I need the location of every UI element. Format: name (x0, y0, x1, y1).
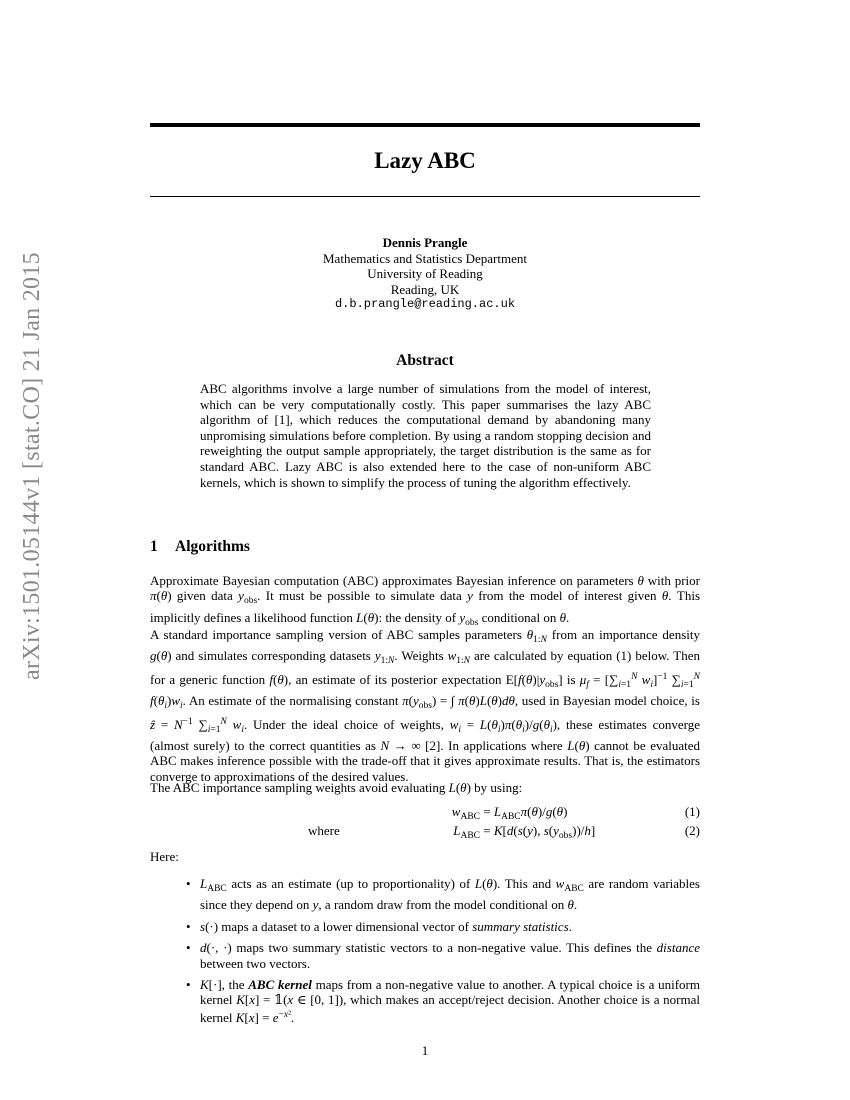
equation-where-label: where (308, 823, 340, 838)
author-email: d.b.prangle@reading.ac.uk (334, 297, 516, 311)
title-bottom-rule (150, 196, 700, 197)
list-item: • K[·], the ABC kernel maps from a non-negative value to another. A typical choice is a uniform kernel K[x] = 𝟙(x ∈ [0, 1]), which makes an accept/reject decision. Another choice is a normal kernel $K[x] = e^{-x^2}$. (186, 977, 700, 1025)
paper-title: Lazy ABC (374, 148, 476, 173)
arxiv-stamp: arXiv:1501.05144v1 [stat.CO] 21 Jan 2015 (19, 252, 45, 680)
abstract-text: ABC algorithms involve a large number of simulations from the model of interest, which can be very computationally costly. This paper summarises the lazy ABC algorithm of [1], which reduces the computational demand by abandoning many unpromising simulations before completion. By using a random stopping decision and reweighting the output sample appropriately, the target distribution is the same as for standard ABC. Lazy ABC is also extended here to the case of non-uniform ABC kernels, which is shown to simplify the process of tuning the algorithm effectively. (200, 381, 651, 490)
section-number: 1 (150, 538, 158, 555)
here-label: Here: (150, 849, 179, 864)
bullet-dot: • (186, 918, 191, 934)
equation-1-body: $w_{ABC} = L_{ABC}\pi(\theta)/g(\theta)$ (451, 804, 568, 822)
author-location: Reading, UK (390, 281, 460, 297)
equation-1 (150, 804, 700, 820)
bullet-dot: • (186, 876, 191, 891)
bullet-dot: • (186, 977, 191, 993)
bullet-dot: • (186, 940, 191, 956)
author-university: University of Reading (367, 266, 483, 281)
list-item: • d(·, ·) maps two summary statistic vectors to a non-negative value. This defines the distance between two vectors. (186, 940, 700, 971)
paragraph-2: A standard importance sampling version of ABC samples parameters $\theta_{1:N}$ from an importance density g(θ) and simulates corresponding datasets $y_{1:N}$. Weights $w_{1:N}$ are calculated by equation (1) below. Then for a generic function f(θ), an estimate of its posterior expectation $E[f(\theta)|y_{obs}]$ is $\mu_f = [\sum_{i=1}^N$ $w_i]^{-1}$ $\sum_{i=1}^N$ $f(\theta_i)w_i$. An estimate of the normalising constant $\pi(y_{obs})$ = ∫ π(θ)L(θ)dθ, used in Bayesian model choice, is ẑ = $N^{-1}$ $\sum_{i=1}^N$ $w_i$. Under the ideal choice of weights, $w_i = L(\theta_i)\pi(\theta_i)/g(\theta_i)$, these estimates converge (almost surely) to the correct quantities as N → ∞ [2]. In applications where L(θ) cannot be evaluated ABC makes inference possible with the trade-off that it gives approximate results. That is, the estimators converge to approximations of the desired values. (150, 627, 700, 784)
equation-2-body: $L_{ABC} = K[d(s(y)$, $s(y_{obs}))/h$] (453, 823, 596, 841)
list-item: • $L_{ABC}$ acts as an estimate (up to proportionality) of L(θ). This and $w_{ABC}$ are random variables since they depend on y, a random draw from the model conditional on θ. (186, 876, 700, 913)
equation-2 (150, 823, 700, 839)
page-number: 1 (421, 1043, 429, 1058)
section-heading (150, 538, 250, 556)
author-dept: Mathematics and Statistics Department (323, 250, 527, 266)
paragraph-1: Approximate Bayesian computation (ABC) approximates Bayesian inference on parameters θ with prior π(θ) given data $y_{obs}$. It must be possible to simulate data y from the model of interest given θ. This implicitly defines a likelihood function L(θ): the density of $y_{obs}$ conditional on θ. (150, 573, 701, 628)
author-block (150, 235, 700, 313)
section-title: Algorithms (175, 538, 250, 555)
equation-2-tag: (2) (684, 823, 700, 838)
list-item: • s(·) maps a dataset to a lower dimensional vector of summary statistics. (186, 918, 572, 934)
title-top-rule (150, 123, 700, 127)
equation-1-tag: (1) (684, 804, 700, 819)
paragraph-3: The ABC importance sampling weights avoid evaluating L(θ) by using: (150, 780, 523, 795)
author-name: Dennis Prangle (382, 235, 468, 250)
abstract-heading: Abstract (396, 352, 454, 369)
bullet-list (150, 876, 700, 1031)
